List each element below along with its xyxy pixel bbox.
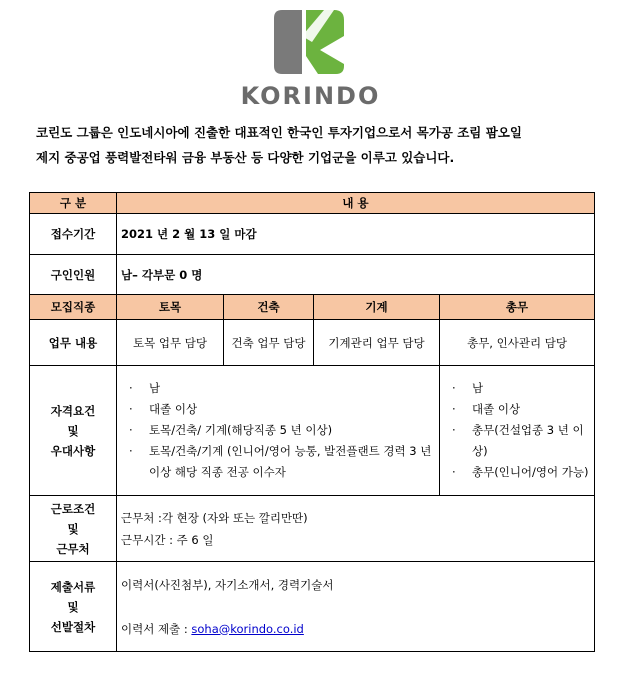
qualifications-left [117, 366, 440, 496]
jobs-row [30, 295, 595, 320]
header-category: 구 분 [30, 193, 117, 214]
submit-line [121, 618, 590, 640]
conditions-row [30, 496, 595, 562]
header-row [30, 193, 595, 214]
qualifications-label-2: 및 [67, 423, 79, 438]
list-item: · 남 [149, 378, 435, 399]
intro-line-2: 제지 중공업 풍력발전타워 금융 부동산 등 다양한 기업군을 이루고 있습니다. [36, 150, 455, 165]
duties-row [30, 320, 595, 366]
qualifications-right [440, 366, 595, 496]
deadline-label: 접수기간 [30, 214, 117, 255]
conditions-label-1: 근로조건 [50, 501, 96, 516]
qualifications-label [30, 366, 117, 496]
documents-content [117, 562, 595, 652]
conditions-content [117, 496, 595, 562]
brand-name: KORINDO [240, 82, 381, 110]
documents-label-2: 및 [67, 599, 79, 614]
conditions-label-2: 및 [67, 521, 79, 536]
list-item: · 토목/건축/ 기계(해당직종 5 년 이상) [149, 420, 435, 441]
documents-label-3: 선발절차 [50, 619, 96, 634]
workplace-text: 근무처 :각 현장 (자와 또는 깔리만딴) [121, 510, 308, 525]
qualifications-label-1: 자격요건 [50, 403, 96, 418]
intro-text [36, 120, 606, 170]
job-general-affairs: 총무 [440, 295, 595, 320]
submit-prefix: 이력서 제출 : [121, 621, 192, 636]
list-item: · 총무(인니어/영어 가능) [472, 462, 590, 483]
headcount-row [30, 255, 595, 295]
duty-mechanical: 기계관리 업무 담당 [314, 320, 440, 366]
work-hours-text: 근무시간 : 주 6 일 [121, 532, 214, 547]
qualifications-right-list [444, 378, 590, 483]
qualifications-label-3: 우대사항 [50, 443, 96, 458]
documents-label-1: 제출서류 [50, 579, 96, 594]
headcount-label: 구인인원 [30, 255, 117, 295]
email-link[interactable]: soha@korindo.co.id [191, 621, 304, 636]
job-posting-table [29, 192, 595, 652]
list-item: · 대졸 이상 [472, 399, 590, 420]
job-civil: 토목 [117, 295, 224, 320]
intro-line-1: 코린도 그룹은 인도네시아에 진출한 대표적인 한국인 투자기업으로서 목가공 조림 팜오일 [36, 125, 522, 140]
job-mechanical: 기계 [314, 295, 440, 320]
conditions-label [30, 496, 117, 562]
qualifications-left-list [121, 378, 435, 483]
job-architecture: 건축 [224, 295, 314, 320]
documents-row [30, 562, 595, 652]
qualifications-row [30, 366, 595, 496]
deadline-row [30, 214, 595, 255]
list-item: · 대졸 이상 [149, 399, 435, 420]
deadline-value: 2021 년 2 월 13 일 마감 [117, 214, 595, 255]
list-item: · 토목/건축/기계 (인니어/영어 능통, 발전플랜트 경력 3 년 이상 해당 직종 전공 이수자 [149, 441, 435, 483]
korindo-k-logo-icon [268, 6, 352, 78]
list-item: · 남 [472, 378, 590, 399]
required-documents-text: 이력서(사진첨부), 자기소개서, 경력기술서 [121, 577, 334, 592]
duty-general-affairs: 총무, 인사관리 담당 [440, 320, 595, 366]
logo-area [0, 0, 621, 112]
header-content: 내 용 [117, 193, 595, 214]
conditions-label-3: 근무처 [56, 541, 90, 556]
documents-label [30, 562, 117, 652]
jobs-label: 모집직종 [30, 295, 117, 320]
duties-label: 업무 내용 [30, 320, 117, 366]
headcount-value: 남– 각부문 0 명 [117, 255, 595, 295]
list-item: · 총무(건설업종 3 년 이상) [472, 420, 590, 462]
duty-civil: 토목 업무 담당 [117, 320, 224, 366]
duty-architecture: 건축 업무 담당 [224, 320, 314, 366]
